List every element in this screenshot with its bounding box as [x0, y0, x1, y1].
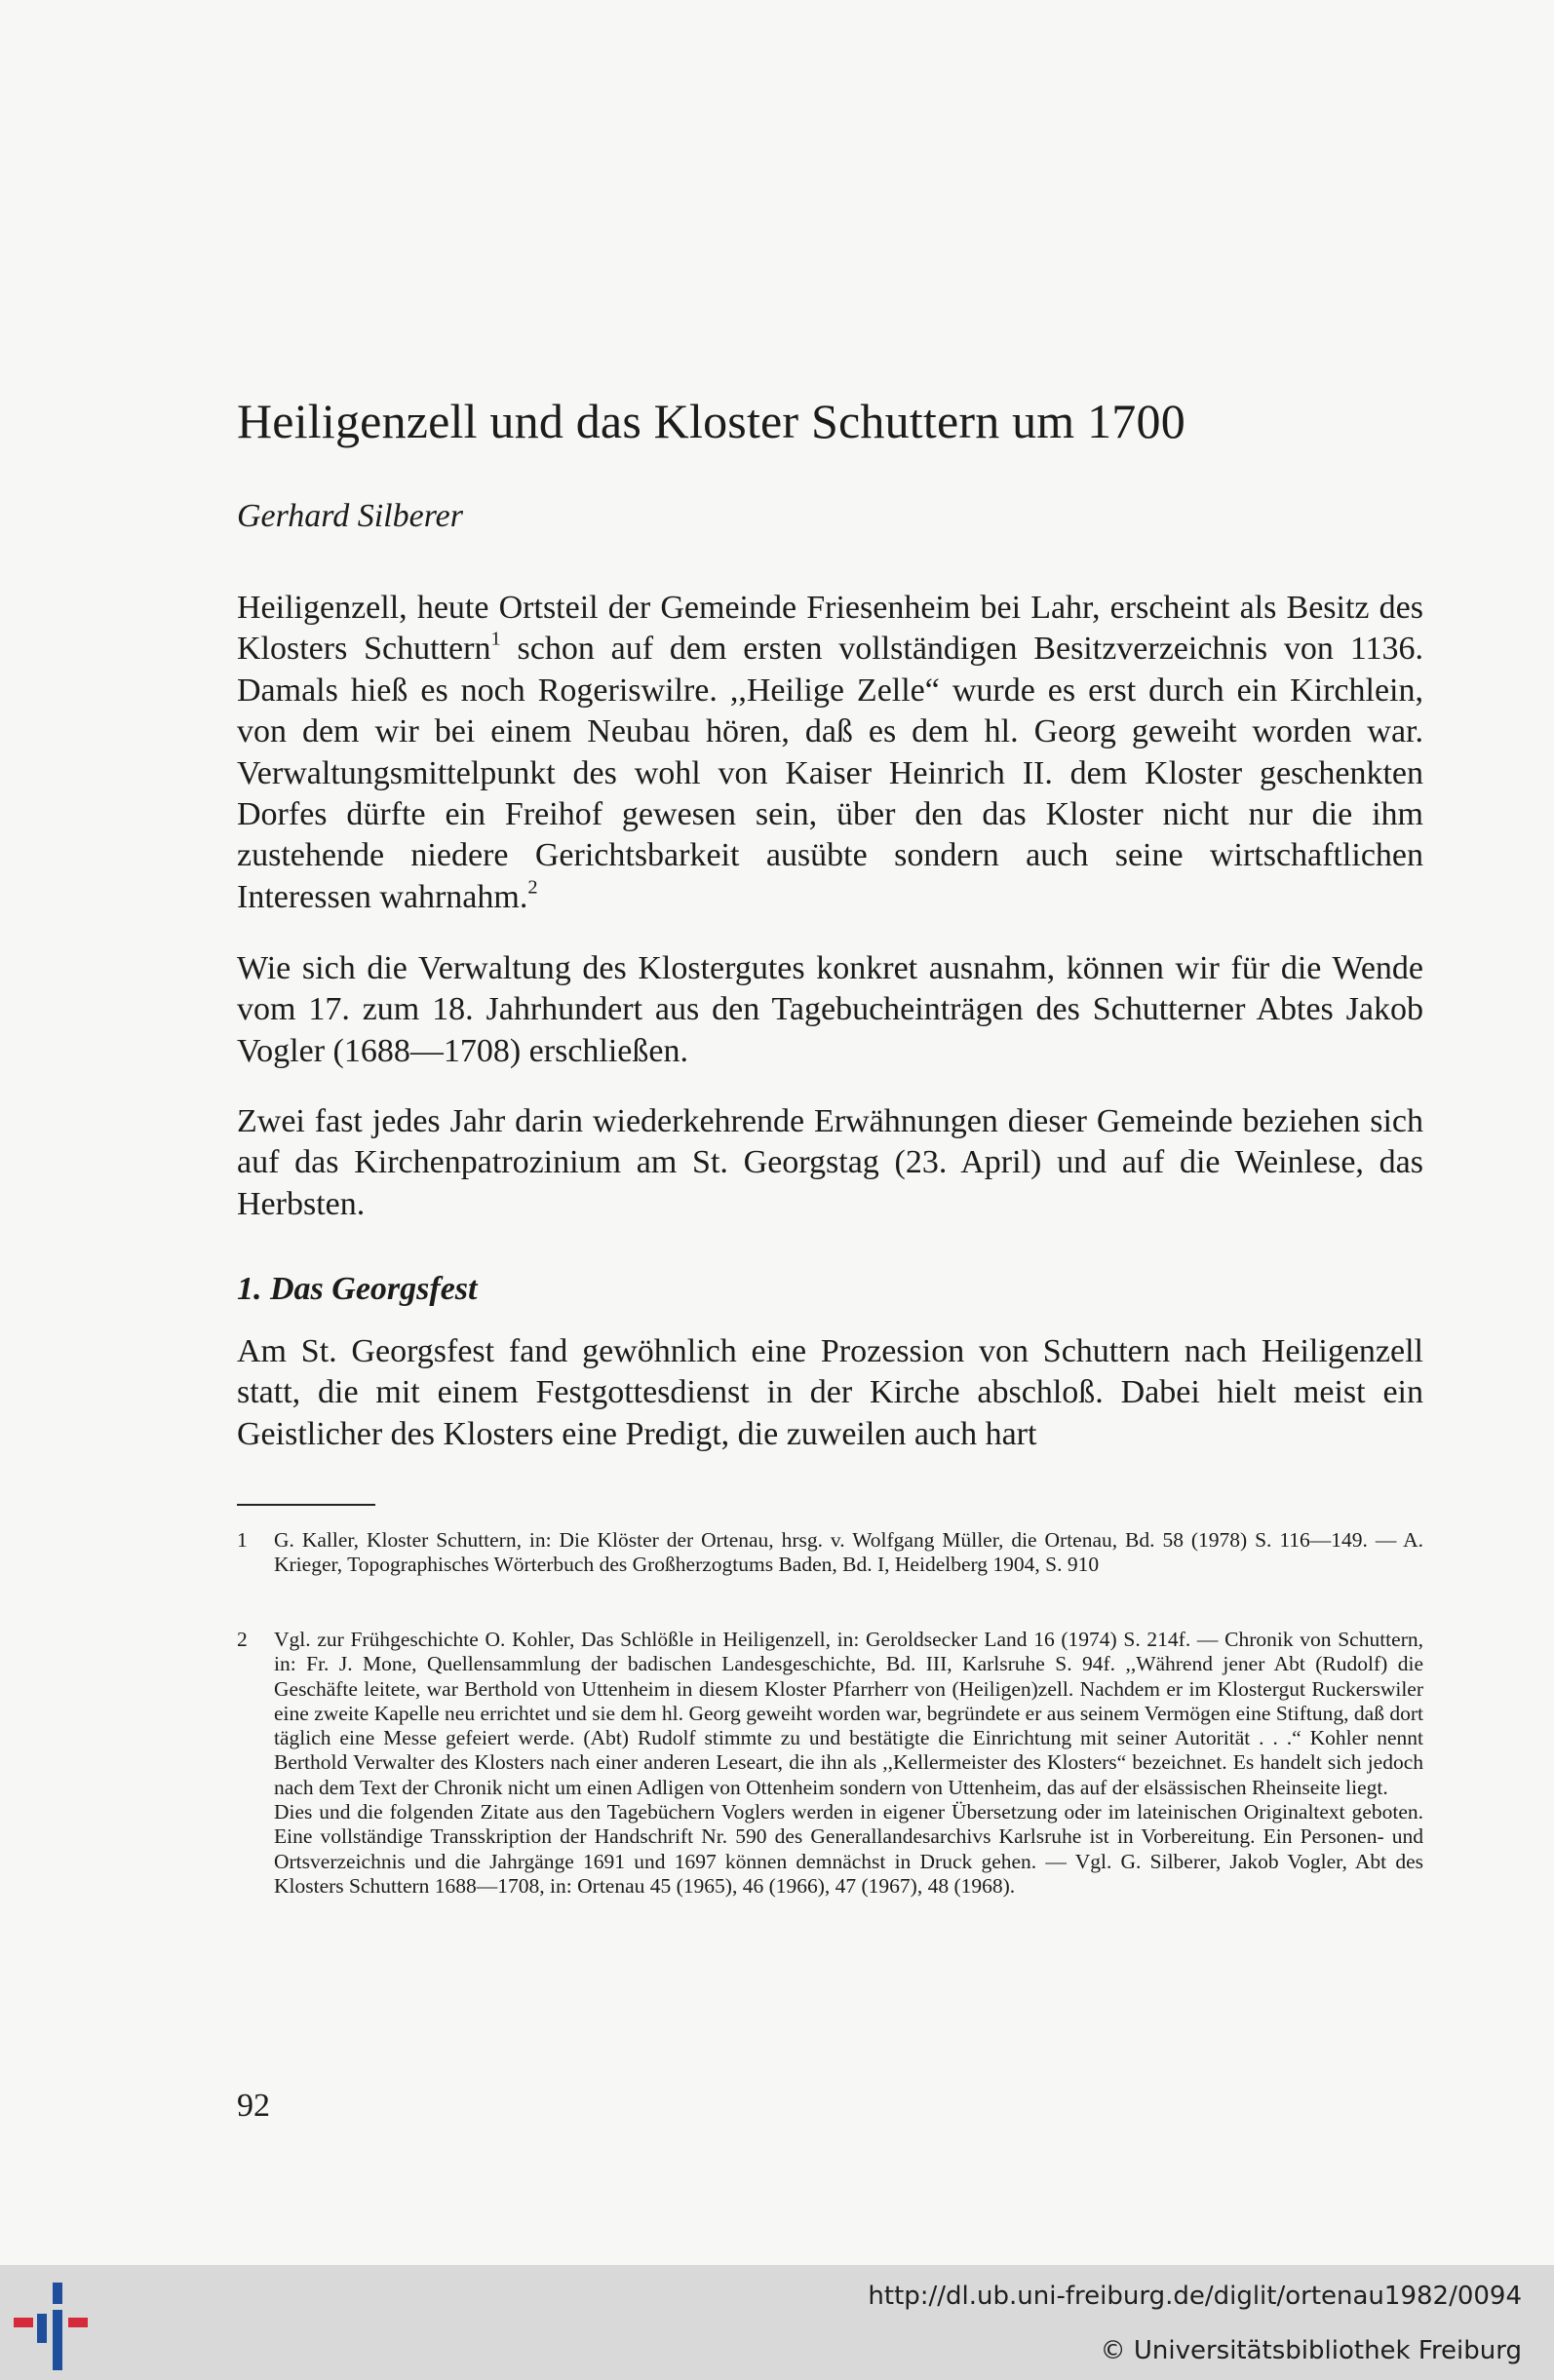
logo-bar-right: [68, 2318, 88, 2327]
article-title: Heiligenzell und das Kloster Schuttern um 1700: [237, 394, 1185, 448]
ub-freiburg-logo-icon[interactable]: [14, 2283, 101, 2370]
footnote-number: 2: [237, 1628, 248, 1651]
section-heading: 1. Das Georgsfest: [237, 1271, 478, 1307]
footnote-number: 1: [237, 1528, 248, 1552]
footnote-ref-1[interactable]: 1: [490, 629, 501, 651]
paragraph-text: Heiligenzell, heute Ortsteil der Gemeinde Friesenheim bei Lahr, erscheint als Besitz des Klosters Schuttern: [237, 590, 1423, 668]
footnote-ref-2[interactable]: 2: [527, 876, 538, 899]
body-paragraph-3: Zwei fast jedes Jahr darin wiederkehrende Erwähnungen dieser Gemeinde beziehen sich auf das Kirchenpatrozinium am St. Georgstag (23. April) und auf die Weinlese, das Herbsten.: [237, 1103, 1423, 1222]
logo-bar-long: [53, 2310, 62, 2370]
logo-bar-top: [53, 2283, 62, 2304]
footnote-divider: [237, 1504, 375, 1506]
copyright-notice: © Universitätsbibliothek Freiburg: [1100, 2336, 1522, 2365]
body-paragraph-4: Am St. Georgsfest fand gewöhnlich eine Prozession von Schuttern nach Heiligenzell statt, die mit einem Festgottesdienst in der Kirche abschloß. Dabei hielt meist ein Geistlicher des Klosters eine Predigt, die zuweilen auch hart: [237, 1333, 1423, 1452]
footnote-text: Vgl. zur Frühgeschichte O. Kohler, Das Schlößle in Heiligenzell, in: Geroldsecker Land 16 (1974) S. 214f. — Chronik von Schuttern, in: Fr. J. Mone, Quellensammlung der badischen Landesgeschichte, Bd. III, Karlsruhe S. 94f. ,,Während jener Abt (Rudolf) die Geschäfte leitete, war Berthold von Uttenheim in diesem Kloster Pfarrherr von (Heiligen)zell. Nachdem er im Klostergut Ruckerswiler eine zweite Kapelle neu errichtet und sie dem hl. Georg geweiht worden war, begründete er aus seinem Vermögen eine Stiftung, daß dort täglich eine Messe gefeiert werde. (Abt) Rudolf stimmte zu und bestätigte die Einrichtung mit seiner Autorität . . .“ Kohler nennt Berthold Verwalter des Klosters nach einer anderen Leseart, die ihn als ,,Kellermeister des Klosters“ bezeichnet. Es handelt sich jedoch nach dem Text der Chronik nicht um einen Adligen von Ottenheim sondern von Uttenheim, das auf der elsässischen Rheinseite liegt.: [274, 1628, 1423, 1799]
permalink-url[interactable]: http://dl.ub.uni-freiburg.de/diglit/ortenau1982/0094: [868, 2282, 1522, 2311]
page-number: 92: [237, 2088, 270, 2124]
footnote-2: [237, 1628, 1423, 1899]
footnote-text: G. Kaller, Kloster Schuttern, in: Die Klöster der Ortenau, hrsg. v. Wolfgang Müller, die Ortenau, Bd. 58 (1978) S. 116—149. — A. Krieger, Topographisches Wörterbuch des Großherzogtums Baden, Bd. I, Heidelberg 1904, S. 910: [274, 1528, 1423, 1577]
paragraph-text: schon auf dem ersten vollständigen Besitzverzeichnis von 1136. Damals hieß es noch Rogeriswilre. ,,Heilige Zelle“ wurde es erst durch ein Kirchlein, von dem wir bei einem Neubau hören, daß es dem hl. Georg geweiht worden war. Verwaltungsmittelpunkt des wohl von Kaiser Heinrich II. dem Kloster geschenkten Dorfes dürfte ein Freihof gewesen sein, über den das Kloster nicht nur die ihm zustehende niedere Gerichtsbarkeit ausübte sondern auch seine wirtschaftlichen Interessen wahrnahm.: [237, 631, 1423, 915]
viewer-footer: [0, 2265, 1554, 2380]
body-paragraph-2: Wie sich die Verwaltung des Klostergutes konkret ausnahm, können wir für die Wende vom 17. zum 18. Jahrhundert aus den Tagebucheinträgen des Schutterner Abtes Jakob Vogler (1688—1708) erschließen.: [237, 950, 1423, 1069]
logo-bar-short: [37, 2314, 47, 2343]
footnote-continuation: Dies und die folgenden Zitate aus den Tagebüchern Voglers werden in eigener Übersetzung oder im lateinischen Originaltext geboten. Eine vollständige Transskription der Handschrift Nr. 590 des Generallandesarchivs Karlsruhe ist in Vorbereitung. Ein Personen- und Ortsverzeichnis und die Jahrgänge 1691 und 1697 können demnächst in Druck gehen. — Vgl. G. Silberer, Jakob Vogler, Abt des Klosters Schuttern 1688—1708, in: Ortenau 45 (1965), 46 (1966), 47 (1967), 48 (1968).: [274, 1800, 1423, 1898]
body-paragraph-1: [237, 588, 1423, 918]
article-author: Gerhard Silberer: [237, 498, 464, 534]
logo-bar-left: [14, 2318, 33, 2327]
footnote-1: [237, 1528, 1423, 1578]
